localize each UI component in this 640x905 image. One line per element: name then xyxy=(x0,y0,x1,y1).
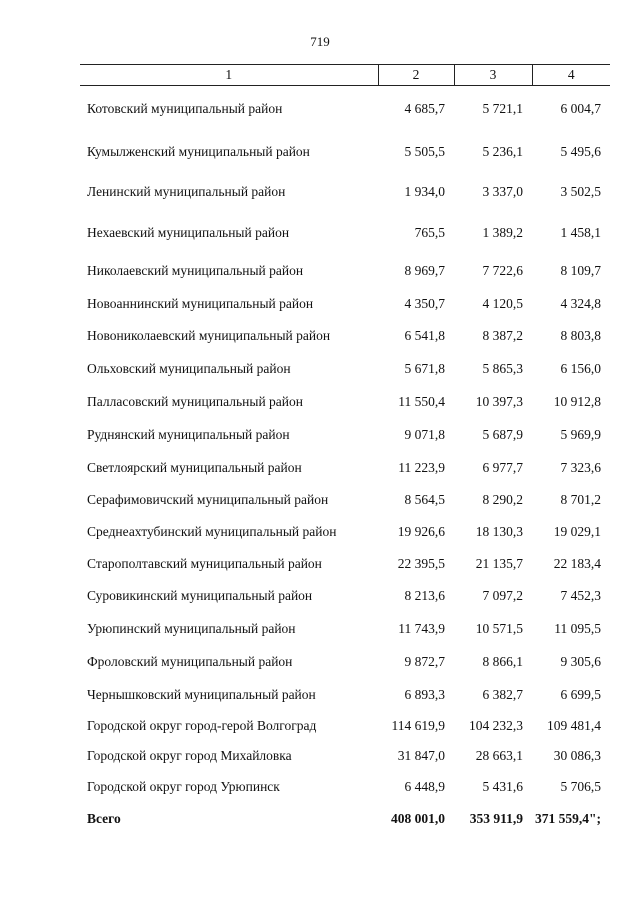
row-col-3: 5 721,1 xyxy=(482,100,523,116)
table-row xyxy=(80,712,610,740)
row-name: Старополтавский муниципальный район xyxy=(87,555,322,571)
row-col-2: 8 969,7 xyxy=(404,262,445,278)
row-col-3: 6 977,7 xyxy=(482,459,523,475)
row-col-2: 8 564,5 xyxy=(404,491,445,507)
row-col-3: 5 236,1 xyxy=(482,143,523,159)
row-col-2: 1 934,0 xyxy=(404,183,445,199)
table-row xyxy=(80,678,610,712)
table-row xyxy=(80,288,610,320)
total-col-3: 353 911,9 xyxy=(469,810,523,826)
row-name: Ольховский муниципальный район xyxy=(87,360,291,376)
row-col-3: 8 290,2 xyxy=(482,491,523,507)
table-row xyxy=(80,320,610,352)
row-name: Новониколаевский муниципальный район xyxy=(87,327,331,343)
row-col-3: 4 120,5 xyxy=(482,295,523,311)
row-col-4: 6 156,0 xyxy=(560,360,601,376)
column-header-4: 4 xyxy=(532,65,610,86)
row-col-2: 11 223,9 xyxy=(398,459,445,475)
page-number: 719 xyxy=(310,34,330,49)
row-col-2: 6 893,3 xyxy=(404,686,445,702)
row-col-3: 1 389,2 xyxy=(482,224,523,240)
table-row xyxy=(80,254,610,288)
total-row xyxy=(80,802,610,836)
row-col-4: 8 109,7 xyxy=(560,262,601,278)
row-col-3: 28 663,1 xyxy=(475,747,523,763)
table-row xyxy=(80,580,610,612)
table-row xyxy=(80,612,610,646)
table-row xyxy=(80,516,610,548)
row-name: Светлоярский муниципальный район xyxy=(87,459,302,475)
row-name: Палласовский муниципальный район xyxy=(87,393,303,409)
row-name: Руднянский муниципальный район xyxy=(87,426,290,442)
row-name: Новоаннинский муниципальный район xyxy=(87,295,314,311)
row-col-4: 11 095,5 xyxy=(554,620,601,636)
row-name: Фроловский муниципальный район xyxy=(87,653,293,669)
table-row xyxy=(80,740,610,772)
row-col-4: 8 803,8 xyxy=(560,327,601,343)
row-col-4: 5 495,6 xyxy=(560,143,601,159)
total-label: Всего xyxy=(87,810,121,826)
row-col-2: 6 448,9 xyxy=(404,778,445,794)
table-row xyxy=(80,452,610,484)
header-row xyxy=(80,65,610,86)
row-col-3: 6 382,7 xyxy=(482,686,523,702)
row-col-4: 30 086,3 xyxy=(553,747,601,763)
table-row xyxy=(80,386,610,418)
table-row xyxy=(80,172,610,212)
row-col-3: 18 130,3 xyxy=(475,523,523,539)
row-col-4: 5 706,5 xyxy=(560,778,601,794)
row-name: Суровикинский муниципальный район xyxy=(87,587,313,603)
column-header-2: 2 xyxy=(378,65,454,86)
row-col-4: 22 183,4 xyxy=(553,555,601,571)
row-col-4: 19 029,1 xyxy=(553,523,601,539)
budget-table xyxy=(80,64,610,836)
table-row xyxy=(80,418,610,452)
row-col-3: 10 571,5 xyxy=(475,620,523,636)
row-col-4: 6 004,7 xyxy=(560,100,601,116)
table-row xyxy=(80,352,610,386)
row-col-2: 114 619,9 xyxy=(391,717,445,733)
table-row xyxy=(80,484,610,516)
row-col-4: 109 481,4 xyxy=(547,717,601,733)
total-col-2: 408 001,0 xyxy=(391,810,445,826)
row-col-2: 22 395,5 xyxy=(397,555,445,571)
row-col-3: 8 866,1 xyxy=(482,653,523,669)
row-col-2: 5 671,8 xyxy=(404,360,445,376)
row-name: Ленинский муниципальный район xyxy=(87,183,286,199)
row-col-2: 5 505,5 xyxy=(404,143,445,159)
row-col-4: 8 701,2 xyxy=(560,491,601,507)
row-name: Чернышковский муниципальный район xyxy=(87,686,316,702)
total-col-4: 371 559,4"; xyxy=(535,810,601,826)
row-col-3: 10 397,3 xyxy=(475,393,523,409)
table-row xyxy=(80,646,610,678)
row-col-3: 3 337,0 xyxy=(482,183,523,199)
row-name: Городской округ город-герой Волгоград xyxy=(87,717,317,733)
row-col-2: 765,5 xyxy=(414,224,445,240)
row-col-4: 7 323,6 xyxy=(560,459,601,475)
row-col-4: 6 699,5 xyxy=(560,686,601,702)
table-row xyxy=(80,212,610,254)
row-name: Городской округ город Михайловка xyxy=(87,747,292,763)
row-name: Серафимовичский муниципальный район xyxy=(87,491,329,507)
row-name: Урюпинский муниципальный район xyxy=(87,620,296,636)
row-col-3: 5 865,3 xyxy=(482,360,523,376)
row-col-3: 5 431,6 xyxy=(482,778,523,794)
row-col-3: 7 722,6 xyxy=(482,262,523,278)
table-row xyxy=(80,86,610,132)
row-col-2: 31 847,0 xyxy=(397,747,445,763)
row-name: Котовский муниципальный район xyxy=(87,100,283,116)
row-col-4: 4 324,8 xyxy=(560,295,601,311)
row-col-2: 4 350,7 xyxy=(404,295,445,311)
row-col-4: 10 912,8 xyxy=(553,393,601,409)
row-col-2: 19 926,6 xyxy=(397,523,445,539)
row-col-2: 11 550,4 xyxy=(398,393,445,409)
row-col-2: 4 685,7 xyxy=(404,100,445,116)
row-col-2: 6 541,8 xyxy=(404,327,445,343)
column-header-1: 1 xyxy=(80,65,378,86)
row-col-3: 7 097,2 xyxy=(482,587,523,603)
row-col-4: 1 458,1 xyxy=(560,224,601,240)
row-col-2: 11 743,9 xyxy=(398,620,445,636)
budget-table-container xyxy=(80,64,610,836)
row-col-2: 9 071,8 xyxy=(404,426,445,442)
row-col-4: 7 452,3 xyxy=(560,587,601,603)
row-col-3: 104 232,3 xyxy=(469,717,523,733)
row-col-4: 9 305,6 xyxy=(560,653,601,669)
row-col-3: 5 687,9 xyxy=(482,426,523,442)
column-header-3: 3 xyxy=(454,65,532,86)
row-col-2: 9 872,7 xyxy=(404,653,445,669)
row-name: Городской округ город Урюпинск xyxy=(87,778,280,794)
row-col-3: 21 135,7 xyxy=(475,555,523,571)
row-name: Среднеахтубинский муниципальный район xyxy=(87,523,337,539)
row-col-4: 3 502,5 xyxy=(560,183,601,199)
row-name: Николаевский муниципальный район xyxy=(87,262,304,278)
table-header xyxy=(80,65,610,86)
table-row xyxy=(80,772,610,802)
table-body xyxy=(80,86,610,836)
row-col-3: 8 387,2 xyxy=(482,327,523,343)
table-row xyxy=(80,548,610,580)
row-col-4: 5 969,9 xyxy=(560,426,601,442)
table-row xyxy=(80,132,610,172)
row-name: Кумылженский муниципальный район xyxy=(87,143,310,159)
row-name: Нехаевский муниципальный район xyxy=(87,224,290,240)
row-col-2: 8 213,6 xyxy=(404,587,445,603)
